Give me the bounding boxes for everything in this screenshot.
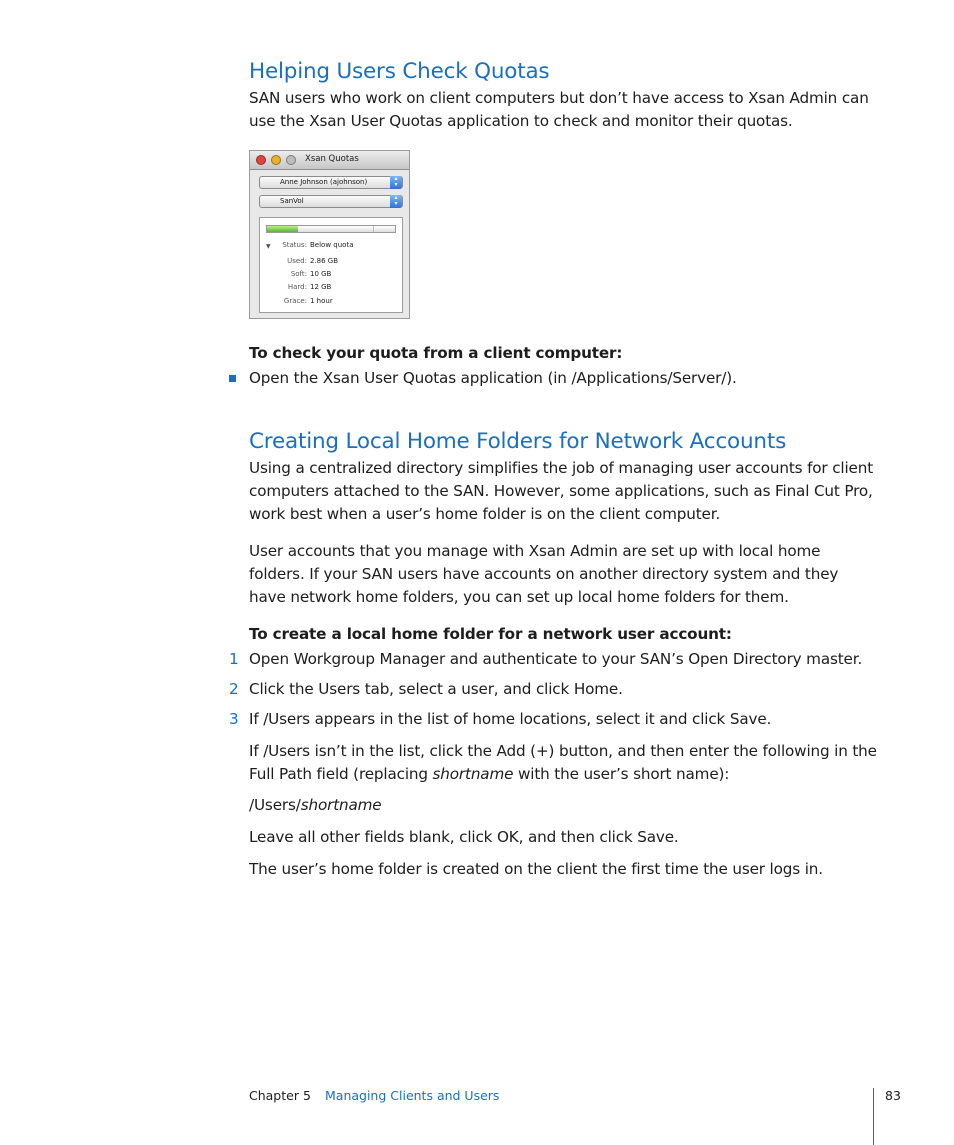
step-text: Open Workgroup Manager and authenticate to your SAN’s Open Directory master.: [249, 650, 863, 668]
minimize-button[interactable]: [271, 155, 281, 165]
bullet-open-quotas: Open the Xsan User Quotas application (in /Applications/Server/).: [249, 369, 737, 387]
note-text-a: If /Users isn’t in the list, click the Add (+) button, and then enter the following in the Full Path field (replacing: [249, 742, 877, 783]
status-value: Below quota: [310, 241, 354, 249]
volume-popup-value: SanVol: [280, 197, 304, 205]
page-number: 83: [885, 1088, 901, 1103]
path-prefix: /Users/: [249, 796, 301, 814]
footer-chapter: Chapter 5: [249, 1088, 311, 1103]
footer-divider: [873, 1088, 874, 1145]
step-number: 2: [229, 680, 239, 698]
soft-limit-tick: [373, 226, 374, 232]
used-value: 2.86 GB: [310, 257, 339, 265]
leave-fields-text: Leave all other fields blank, click OK, and then click Save.: [249, 828, 679, 846]
zoom-button[interactable]: [286, 155, 296, 165]
grace-label: Grace:: [283, 297, 307, 305]
popup-arrows-icon: ▴ ▾: [390, 195, 402, 208]
quota-panel: [259, 217, 403, 313]
full-path-example: [249, 794, 879, 817]
popup-arrows-icon: ▴ ▾: [390, 176, 402, 189]
bullet-icon: [229, 375, 236, 382]
note-text-b: with the user’s short name):: [513, 765, 730, 783]
step-number: 3: [229, 710, 239, 728]
status-label: Status:: [282, 241, 307, 249]
quotas-intro: SAN users who work on client computers but don’t have access to Xsan Admin can use the Xsan User Quotas application to check and monitor their quotas.: [249, 89, 869, 130]
soft-value: 10 GB: [310, 270, 332, 278]
disclosure-triangle-icon[interactable]: ▼: [266, 243, 271, 250]
grace-value: 1 hour: [310, 297, 333, 305]
step-text: If /Users appears in the list of home locations, select it and click Save.: [249, 710, 772, 728]
user-popup[interactable]: [259, 176, 403, 189]
task-lead-create-home: To create a local home folder for a network user account:: [249, 625, 732, 643]
close-button[interactable]: [256, 155, 266, 165]
home-folders-para1: Using a centralized directory simplifies the job of managing user accounts for client computers attached to the SAN. However, some applications, such as Final Cut Pro, work best when a user’s home folder is on the client computer.: [249, 459, 874, 523]
footer-chapter-title: Managing Clients and Users: [325, 1088, 500, 1103]
step-text: Click the Users tab, select a user, and click Home.: [249, 680, 623, 698]
soft-label: Soft:: [290, 270, 307, 278]
path-italic: shortname: [300, 796, 382, 814]
section-heading-home-folders: Creating Local Home Folders for Network Accounts: [249, 429, 787, 454]
hard-value: 12 GB: [310, 283, 332, 291]
task-lead-check-quota: To check your quota from a client computer:: [249, 344, 623, 362]
used-label: Used:: [287, 257, 307, 265]
home-folders-para2: User accounts that you manage with Xsan Admin are set up with local home folders. If your SAN users have accounts on another directory system and they have network home folders, you can set up local home folders for them.: [249, 542, 839, 606]
step-number: 1: [229, 650, 239, 668]
volume-popup[interactable]: [259, 195, 403, 208]
quota-progress-bar: [266, 225, 396, 233]
note-italic: shortname: [432, 765, 514, 783]
window-titlebar: [250, 151, 409, 170]
user-popup-value: Anne Johnson (ajohnson): [280, 178, 368, 186]
step3-note: [249, 740, 879, 786]
section-heading-quotas: Helping Users Check Quotas: [249, 59, 550, 84]
hard-label: Hard:: [287, 283, 307, 291]
quota-progress-fill: [267, 226, 298, 232]
xsan-quotas-window: [249, 150, 410, 319]
window-title: Xsan Quotas: [305, 154, 359, 164]
final-text: The user’s home folder is created on the client the first time the user logs in.: [249, 860, 823, 878]
